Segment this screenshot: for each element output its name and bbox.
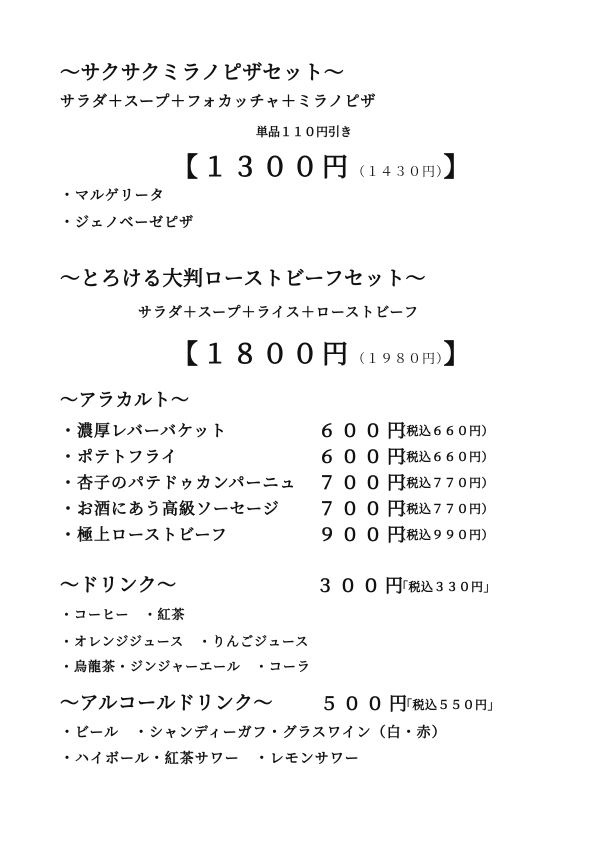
- pizza-item-1: ・マルゲリータ: [60, 188, 165, 204]
- pizza-set-note: 単品１１０円引き: [256, 125, 353, 139]
- a-la-carte-item-tax: （税込７７０円）: [394, 502, 495, 516]
- a-la-carte-item-name: ・濃厚レバーバケット: [60, 421, 228, 440]
- drink-price-tax: 「税込３３０円」: [396, 580, 497, 594]
- pizza-set-price-tax: （１４３０円）: [352, 165, 444, 180]
- pizza-set-contents: サラダ＋スープ＋フォカッチャ＋ミラノピザ: [60, 92, 377, 110]
- beef-set-price-value: 【１８００円: [172, 340, 353, 370]
- drink-title: ～ドリンク～: [60, 574, 177, 596]
- a-la-carte-item-name: ・杏子のパテドゥカンパーニュ: [60, 473, 297, 492]
- a-la-carte-item-tax: （税込６６０円）: [394, 424, 495, 438]
- a-la-carte-item-price: ９００円: [318, 525, 410, 546]
- beef-set-contents: サラダ＋スープ＋ライス＋ローストビーフ: [138, 305, 419, 321]
- alcohol-price-tax: 「税込５５０円」: [400, 698, 501, 712]
- beef-set-title: ～とろける大判ローストビーフセット～: [60, 266, 426, 290]
- a-la-carte-item-price: ６００円: [318, 421, 410, 442]
- pizza-set-price-value: 【１３００円: [172, 153, 353, 183]
- beef-set-price-tax: （１９８０円）: [352, 352, 444, 367]
- alcohol-title: ～アルコールドリンク～: [60, 692, 273, 714]
- a-la-carte-item-tax: （税込９９０円）: [394, 528, 495, 542]
- drink-line: ・烏龍茶・ジンジャーエール ・コーラ: [60, 660, 311, 675]
- beef-set-price: [172, 334, 474, 371]
- alcohol-line: ・ビール ・シャンディーガフ・グラスワイン（白・赤）: [60, 725, 447, 741]
- a-la-carte-title: ～アラカルト～: [60, 390, 190, 411]
- a-la-carte-item-name: ・ポテトフライ: [60, 447, 179, 466]
- drink-price: ３００円: [316, 576, 408, 597]
- a-la-carte-item-tax: （税込７７０円）: [394, 476, 495, 490]
- beef-set-price-close: 】: [443, 340, 474, 370]
- a-la-carte-item-name: ・極上ローストビーフ: [60, 525, 228, 544]
- a-la-carte-item-price: ７００円: [318, 473, 410, 494]
- pizza-set-price-close: 】: [443, 153, 474, 183]
- pizza-item-2: ・ジェノベーゼピザ: [60, 215, 195, 231]
- a-la-carte-item-tax: （税込６６０円）: [394, 450, 495, 464]
- drink-line: ・コーヒー ・紅茶: [60, 608, 186, 623]
- alcohol-price: ５００円: [320, 694, 412, 715]
- drink-line: ・オレンジジュース ・りんごジュース: [60, 635, 310, 650]
- pizza-set-price: [172, 147, 474, 184]
- alcohol-line: ・ハイボール・紅茶サワー ・レモンサワー: [60, 751, 360, 767]
- pizza-set-title: ～サクサクミラノピザセット～: [60, 60, 345, 84]
- a-la-carte-item-price: ６００円: [318, 447, 410, 468]
- a-la-carte-item-price: ７００円: [318, 499, 410, 520]
- a-la-carte-item-name: ・お酒にあう高級ソーセージ: [60, 499, 280, 518]
